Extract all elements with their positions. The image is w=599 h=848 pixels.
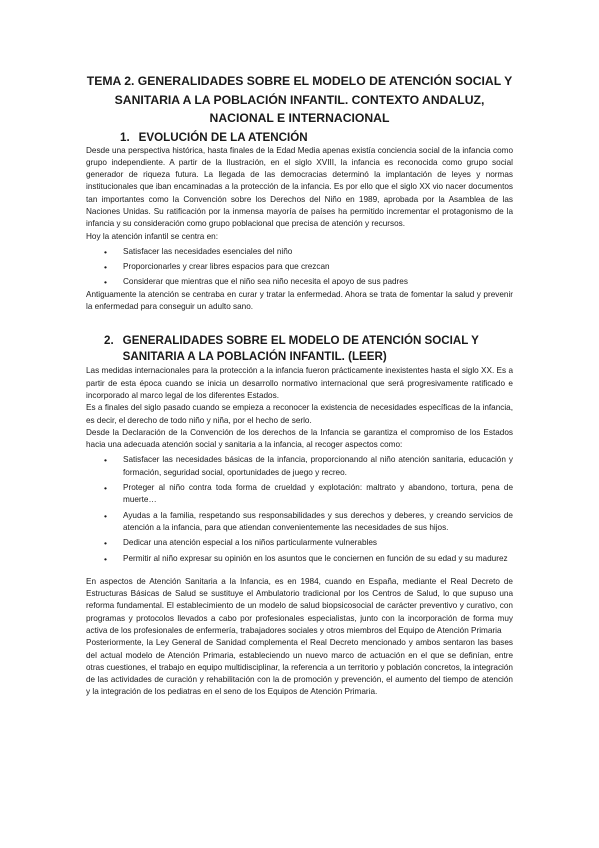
- section-2-list: [86, 454, 513, 564]
- list-item-text: Dedicar una atención especial a los niños particularmente vulnerables: [123, 538, 377, 548]
- paragraph-spacer: [86, 565, 513, 576]
- bullet-icon: •: [104, 246, 107, 257]
- section-1-number: 1.: [120, 130, 130, 144]
- bullet-icon: •: [104, 553, 107, 564]
- list-item: [104, 537, 513, 549]
- section-1-list: [86, 246, 513, 289]
- bullet-icon: •: [104, 455, 107, 466]
- section-1-closing: Antiguamente la atención se centraba en curar y tratar la enfermedad. Ahora se trata de fomentar la salud y prevenir la enfermedad para conseguir un adulto sano.: [86, 289, 513, 312]
- section-2-paragraph-1: Las medidas internacionales para la protección a la infancia fueron prácticamente inexistentes hasta el siglo XX. Es a partir de esta época cuando se inicia un desarrollo normativo internacional que será progresivamente ratificado e incorporado al marco legal de los diferentes Estados.: [86, 366, 513, 400]
- list-item-text: Proteger al niño contra toda forma de crueldad y explotación: maltrato y abandono, tortura, pena de muerte…: [123, 483, 513, 505]
- section-1-intro: Desde una perspectiva histórica, hasta finales de la Edad Media apenas existía conciencia social de la infancia como grupo independiente. A partir de la Ilustración, en el siglo XVIII, la infancia es reconocida como grupo social generador de riqueza futura. La llegada de las democracias determinó la implantación de leyes y normas institucionales que iban encaminadas a la protección de la infancia. Es por ello que el siglo XX vio nacer documentos tan importantes como la Convención sobre los Derechos del Niño en 1989, aprobada por la Asamblea de las Naciones Unidas. Su ratificación por la inmensa mayoría de países ha permitido incrementar el protagonismo de la infancia y su consideración como grupo poblacional que precisa de atención y recursos.: [86, 145, 513, 229]
- document-title: TEMA 2. GENERALIDADES SOBRE EL MODELO DE ATENCIÓN SOCIAL Y SANITARIA A LA POBLACIÓN INFANTIL. CONTEXTO ANDALUZ, NACIONAL E INTERNACIONAL: [86, 74, 513, 125]
- section-1-heading-text: EVOLUCIÓN DE LA ATENCIÓN: [138, 130, 308, 144]
- bullet-icon: •: [104, 483, 107, 494]
- section-2-paragraph-2: Es a finales del siglo pasado cuando se empieza a reconocer la existencia de necesidades específicas de la infancia, es decir, el derecho de todo niño y niña, por el hecho de serlo.: [86, 403, 513, 425]
- list-item: [104, 276, 513, 288]
- bullet-icon: •: [104, 277, 107, 288]
- list-item-text: Permitir al niño expresar su opinión en los asuntos que le conciernen en función de su edad y su madurez: [123, 553, 508, 563]
- section-1-heading: [120, 130, 513, 145]
- bullet-icon: •: [104, 510, 107, 521]
- list-item-text: Considerar que mientras que el niño sea niño necesita el apoyo de sus padres: [123, 277, 408, 287]
- list-item-text: Ayudas a la familia, respetando sus responsabilidades y sus derechos y deberes, y creando servicios de atención a la infancia, para que atiendan convenientemente las necesidades de sus hijos.: [123, 510, 513, 532]
- bullet-icon: •: [104, 262, 107, 273]
- section-2-paragraph-3: Desde la Declaración de la Convención de los derechos de la Infancia se garantiza el compromiso de los Estados hacia una adecuada atención social y sanitaria a la infancia, al recoger aspectos como:: [86, 427, 513, 450]
- section-2-number: 2.: [104, 334, 114, 348]
- list-item-text: Satisfacer las necesidades básicas de la infancia, proporcionando al niño atención sanitaria, educación y formación, seguridad social, oportunidades de juego y recreo.: [123, 455, 513, 477]
- list-item: [104, 553, 513, 565]
- list-item-text: Proporcionarles y crear libres espacios para que crezcan: [123, 262, 330, 272]
- list-item: [104, 510, 513, 535]
- list-item: [104, 454, 513, 479]
- list-item: [104, 261, 513, 273]
- list-item-text: Satisfacer las necesidades esenciales del niño: [123, 246, 293, 256]
- section-1-lead: Hoy la atención infantil se centra en:: [86, 231, 218, 241]
- section-2-paragraph-5: Posteriormente, la Ley General de Sanidad complementa el Real Decreto mencionado y ambos sentaron las bases del actual modelo de Atención Primaria, estableciendo un nuevo marco de actuación en el que se definían, entre otras cuestiones, el trabajo en equipo multidisciplinar, la referencia a un territorio y población concretos, la integración de las actividades de curación y rehabilitación con la de promoción y prevención, el aumento del tiempo de atención y la integración de los pediatras en el seno de los Equipos de Atención Primaria.: [86, 638, 513, 697]
- list-item: [104, 482, 513, 507]
- section-2-heading: [104, 333, 513, 365]
- list-item: [104, 246, 513, 258]
- bullet-icon: •: [104, 538, 107, 549]
- section-2-heading-text: GENERALIDADES SOBRE EL MODELO DE ATENCIÓN SOCIAL Y SANITARIA A LA POBLACIÓN INFANTIL. (LEER): [122, 334, 479, 364]
- section-2-paragraph-4: En aspectos de Atención Sanitaria a la Infancia, es en 1984, cuando en España, mediante el Real Decreto de Estructuras Básicas de Salud se sustituye el Ambulatorio tradicional por los Centros de Salud, lo que supuso una reforma fundamental. El establecimiento de un modelo de salud biopsicosocial de carácter preventivo y curativo, con programas y protocolos llevados a cabo por profesionales especialistas, junto con la incorporación de forma muy activa de los profesionales de enfermería, trabajadores sociales y otros miembros del Equipo de Atención Primaria: [86, 576, 513, 635]
